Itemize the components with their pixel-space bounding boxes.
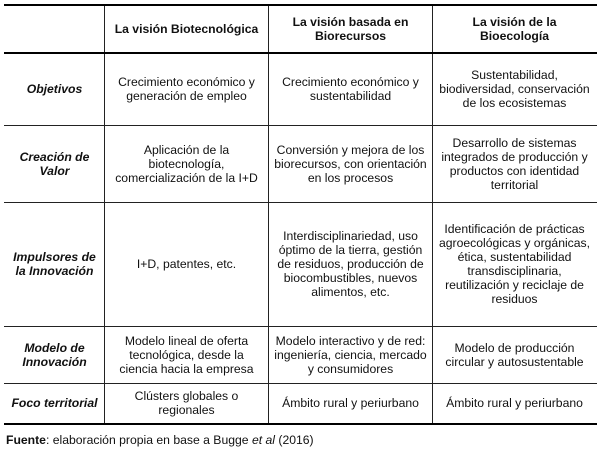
- table-cell: Ámbito rural y periurbano: [433, 383, 597, 424]
- table-row: [5, 202, 597, 326]
- table-cell: I+D, patentes, etc.: [105, 202, 269, 326]
- source-italic: et al: [251, 433, 275, 447]
- table-header-row: [5, 5, 597, 53]
- table-cell: Crecimiento económico y generación de empleo: [105, 53, 269, 125]
- table-cell: Aplicación de la biotecnología, comercialización de la I+D: [105, 125, 269, 202]
- table-cell: Identificación de prácticas agroecológicas y orgánicas, ética, sustentabilidad transdisciplinaria, reutilización y reciclaje de residuos: [433, 202, 597, 326]
- header-bioecologia: La visión de la Bioecología: [433, 5, 597, 53]
- table-cell: Crecimiento económico y sustentabilidad: [269, 53, 433, 125]
- comparison-table: [4, 4, 597, 425]
- source-text: : elaboración propia en base a Bugge: [45, 433, 252, 447]
- table-cell: Conversión y mejora de los biorecursos, con orientación en los procesos: [269, 125, 433, 202]
- table-cell: Modelo interactivo y de red: ingeniería, ciencia, mercado y consumidores: [269, 326, 433, 383]
- table-row: [5, 125, 597, 202]
- header-corner-cell: [5, 5, 105, 53]
- table-row: [5, 383, 597, 424]
- table-cell: Clústers globales o regionales: [105, 383, 269, 424]
- row-label-foco-territorial: Foco territorial: [5, 383, 105, 424]
- row-label-creacion-valor: Creación de Valor: [5, 125, 105, 202]
- table-cell: Modelo lineal de oferta tecnológica, desde la ciencia hacia la empresa: [105, 326, 269, 383]
- table-cell: Interdisciplinariedad, uso óptimo de la tierra, gestión de residuos, producción de biocombustibles, nuevos alimentos, etc.: [269, 202, 433, 326]
- document: [4, 4, 596, 447]
- header-biotecnologica: La visión Biotecnológica: [105, 5, 269, 53]
- row-label-objetivos: Objetivos: [5, 53, 105, 125]
- row-label-modelo-innovacion: Modelo de Innovación: [5, 326, 105, 383]
- row-label-impulsores: Impulsores de la Innovación: [5, 202, 105, 326]
- source-note: [4, 433, 596, 447]
- table-cell: Modelo de producción circular y autosustentable: [433, 326, 597, 383]
- source-year: (2016): [275, 433, 314, 447]
- source-label: Fuente: [6, 433, 46, 447]
- table-row: [5, 326, 597, 383]
- table-row: [5, 53, 597, 125]
- header-biorecursos: La visión basada en Biorecursos: [269, 5, 433, 53]
- table-cell: Sustentabilidad, biodiversidad, conservación de los ecosistemas: [433, 53, 597, 125]
- table-cell: Ámbito rural y periurbano: [269, 383, 433, 424]
- table-cell: Desarrollo de sistemas integrados de producción y productos con identidad territorial: [433, 125, 597, 202]
